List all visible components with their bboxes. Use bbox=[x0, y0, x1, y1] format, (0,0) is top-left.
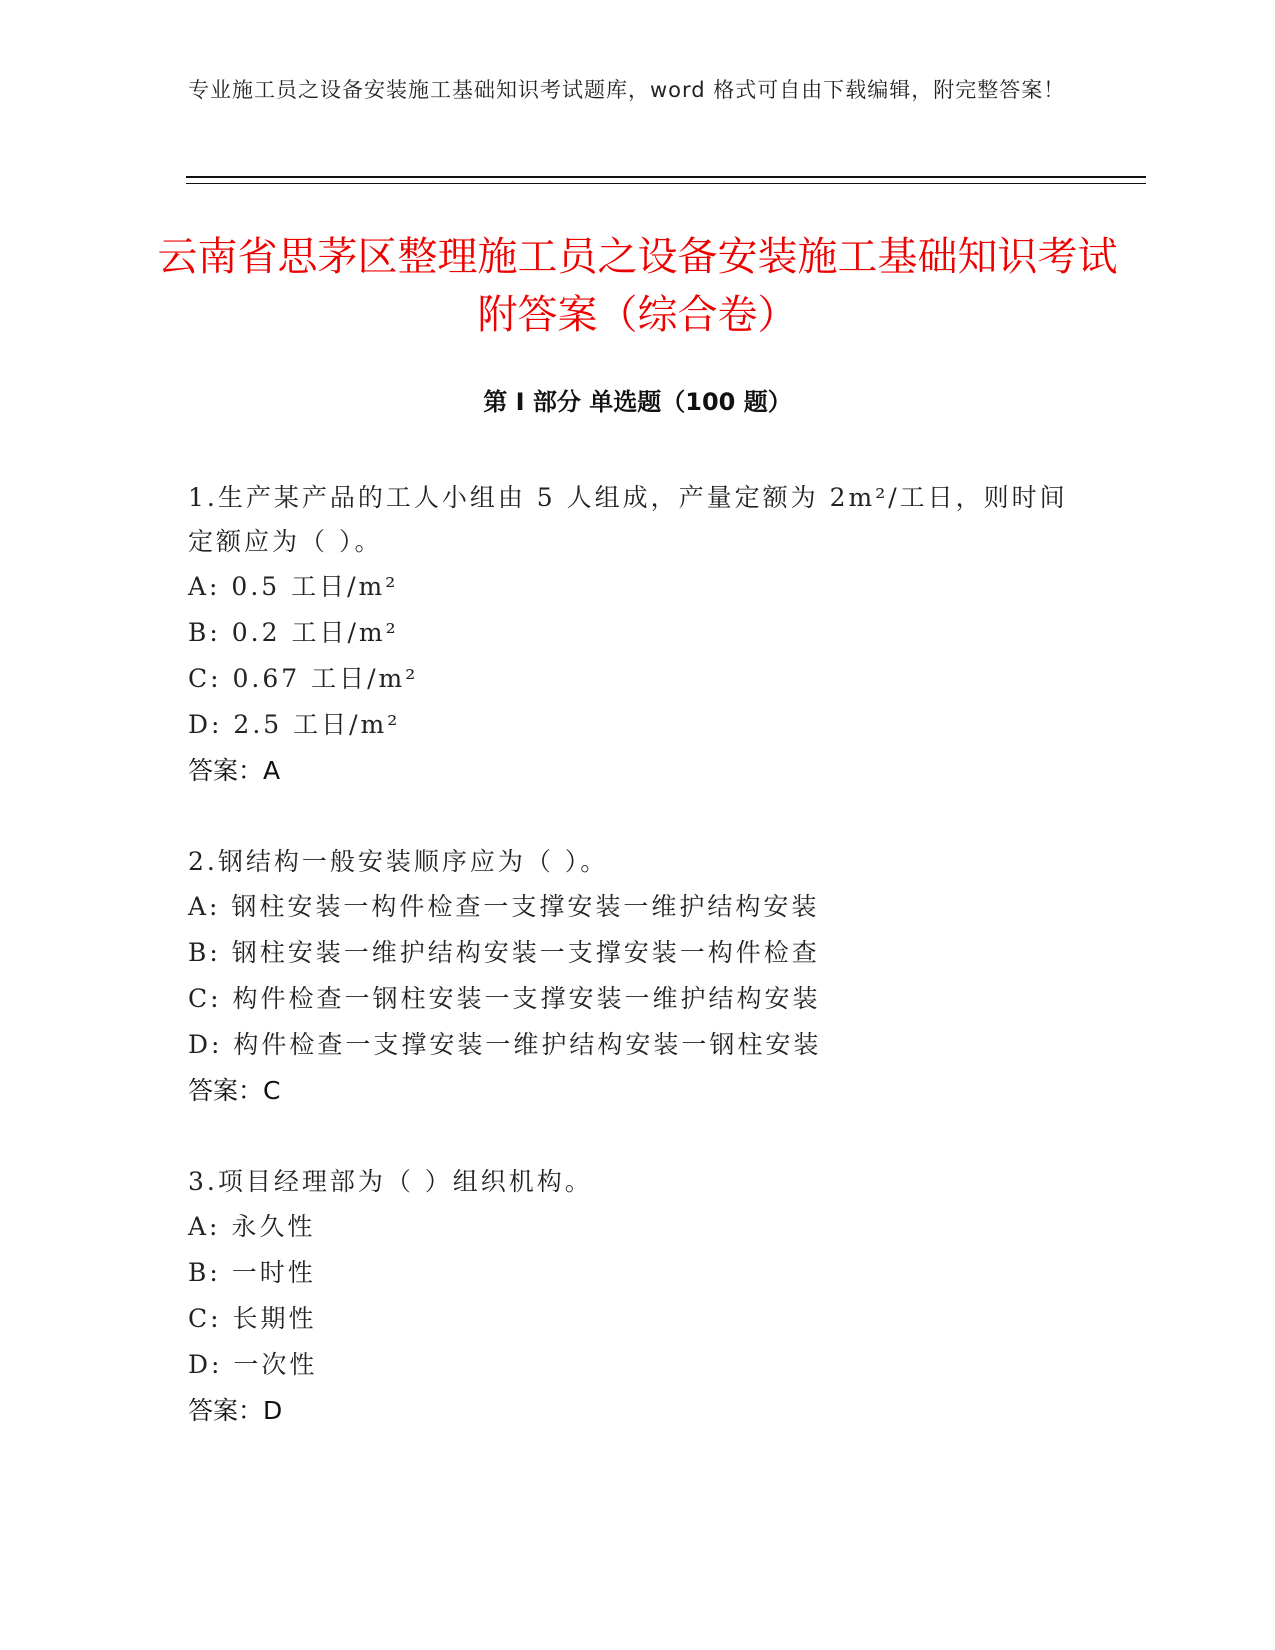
header-note: 专业施工员之设备安装施工基础知识考试题库，word 格式可自由下载编辑，附完整答案！ bbox=[188, 78, 1066, 102]
header-rule-thin bbox=[186, 183, 1146, 184]
question-stem: 2.钢结构一般安装顺序应为（ ）。 bbox=[188, 847, 609, 876]
option-a: A: 0.5 工日/m² bbox=[188, 572, 399, 601]
option-b: B: 钢柱安装一维护结构安装一支撑安装一构件检查 bbox=[188, 938, 820, 967]
question-stem: 1.生产某产品的工人小组由 5 人组成，产量定额为 2m²/工日，则时间定额应为（ ）。 bbox=[188, 483, 1068, 556]
option-d: D: 构件检查一支撑安装一维护结构安装一钢柱安装 bbox=[188, 1030, 822, 1059]
question-1 bbox=[188, 476, 1088, 794]
option-c: C: 长期性 bbox=[188, 1304, 317, 1333]
question-2 bbox=[188, 840, 1088, 1114]
answer: 答案：D bbox=[188, 1396, 283, 1425]
document-title: 云南省思茅区整理施工员之设备安装施工基础知识考试附答案（综合卷） bbox=[157, 234, 1118, 338]
option-c: C: 0.67 工日/m² bbox=[188, 664, 419, 693]
option-a: A: 永久性 bbox=[188, 1212, 316, 1241]
question-stem: 3.项目经理部为（ ）组织机构。 bbox=[188, 1167, 593, 1196]
option-d: D: 一次性 bbox=[188, 1350, 318, 1379]
answer: 答案：C bbox=[188, 1076, 281, 1105]
option-b: B: 一时性 bbox=[188, 1258, 316, 1287]
question-3 bbox=[188, 1160, 1088, 1434]
section-heading: 第 I 部分 单选题（100 题） bbox=[483, 388, 792, 416]
option-c: C: 构件检查一钢柱安装一支撑安装一维护结构安装 bbox=[188, 984, 821, 1013]
option-b: B: 0.2 工日/m² bbox=[188, 618, 399, 647]
option-a: A: 钢柱安装一构件检查一支撑安装一维护结构安装 bbox=[188, 892, 820, 921]
header-rule-thick bbox=[186, 176, 1146, 178]
option-d: D: 2.5 工日/m² bbox=[188, 710, 401, 739]
answer: 答案：A bbox=[188, 756, 281, 785]
question-list bbox=[188, 476, 1088, 1480]
